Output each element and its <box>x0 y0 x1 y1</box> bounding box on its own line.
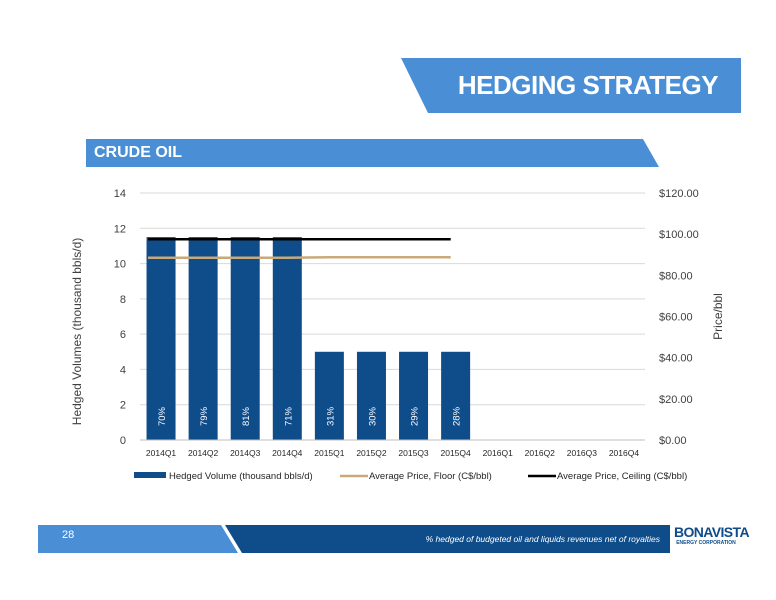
y-axis-title: Hedged Volumes (thousand bbls/d) <box>70 237 84 426</box>
page-title: HEDGING STRATEGY <box>457 70 719 100</box>
y2-tick-label: $40.00 <box>659 352 693 365</box>
x-tick-label: 2016Q2 <box>524 448 555 458</box>
y-tick-label: 14 <box>113 188 126 200</box>
y-tick-label: 4 <box>119 364 126 377</box>
bar-data-label: 31% <box>325 406 337 426</box>
bar-data-label: 29% <box>409 406 421 426</box>
y2-tick-label: $80.00 <box>659 270 693 283</box>
x-tick-label: 2016Q4 <box>608 448 640 458</box>
bar-data-label: 30% <box>367 406 379 426</box>
legend-label-floor: Average Price, Floor (C$/bbl) <box>369 471 492 482</box>
bar-data-label: 70% <box>157 406 169 426</box>
y2-tick-label: $20.00 <box>659 393 693 406</box>
x-tick-label: 2014Q3 <box>230 448 261 458</box>
legend-swatch-volume <box>134 472 166 478</box>
legend-label-volume: Hedged Volume (thousand bbls/d) <box>169 471 313 482</box>
x-tick-label: 2016Q1 <box>482 448 513 458</box>
x-tick-label: 2015Q2 <box>356 448 387 458</box>
y-tick-label: 10 <box>113 258 126 271</box>
floor-price-line <box>148 257 451 258</box>
x-tick-label: 2015Q3 <box>398 448 429 458</box>
x-tick-label: 2014Q4 <box>272 448 303 458</box>
x-tick-label: 2016Q3 <box>566 448 597 458</box>
bar-data-label: 71% <box>283 406 295 426</box>
logo-sub-text: ENERGY CORPORATION <box>676 540 736 546</box>
y2-tick-label: $120.00 <box>659 188 699 200</box>
bar-data-label: 81% <box>241 406 253 426</box>
y-tick-label: 8 <box>119 293 126 306</box>
page-number: 28 <box>62 529 75 541</box>
y-tick-label: 0 <box>119 435 126 447</box>
x-tick-label: 2014Q2 <box>188 448 219 458</box>
x-tick-label: 2015Q4 <box>440 448 471 458</box>
footnote: % hedged of budgeted oil and liquids revenues net of royalties <box>425 534 660 544</box>
section-title: CRUDE OIL <box>94 144 182 161</box>
bar-data-label: 28% <box>451 406 463 426</box>
logo-main-text: BONAVISTA <box>674 524 749 540</box>
y2-tick-label: $100.00 <box>659 229 699 242</box>
y2-tick-label: $0.00 <box>659 435 687 447</box>
legend-label-ceiling: Average Price, Ceiling (C$/bbl) <box>557 471 688 482</box>
bar-data-label: 79% <box>199 406 211 426</box>
company-logo <box>674 524 749 547</box>
y-tick-label: 2 <box>119 399 126 412</box>
y-tick-label: 12 <box>113 223 126 236</box>
x-tick-label: 2015Q1 <box>314 448 345 458</box>
y2-axis-title: Price/bbl <box>711 293 725 340</box>
y-tick-label: 6 <box>119 329 126 342</box>
x-tick-label: 2014Q1 <box>145 448 177 458</box>
y2-tick-label: $60.00 <box>659 311 693 324</box>
